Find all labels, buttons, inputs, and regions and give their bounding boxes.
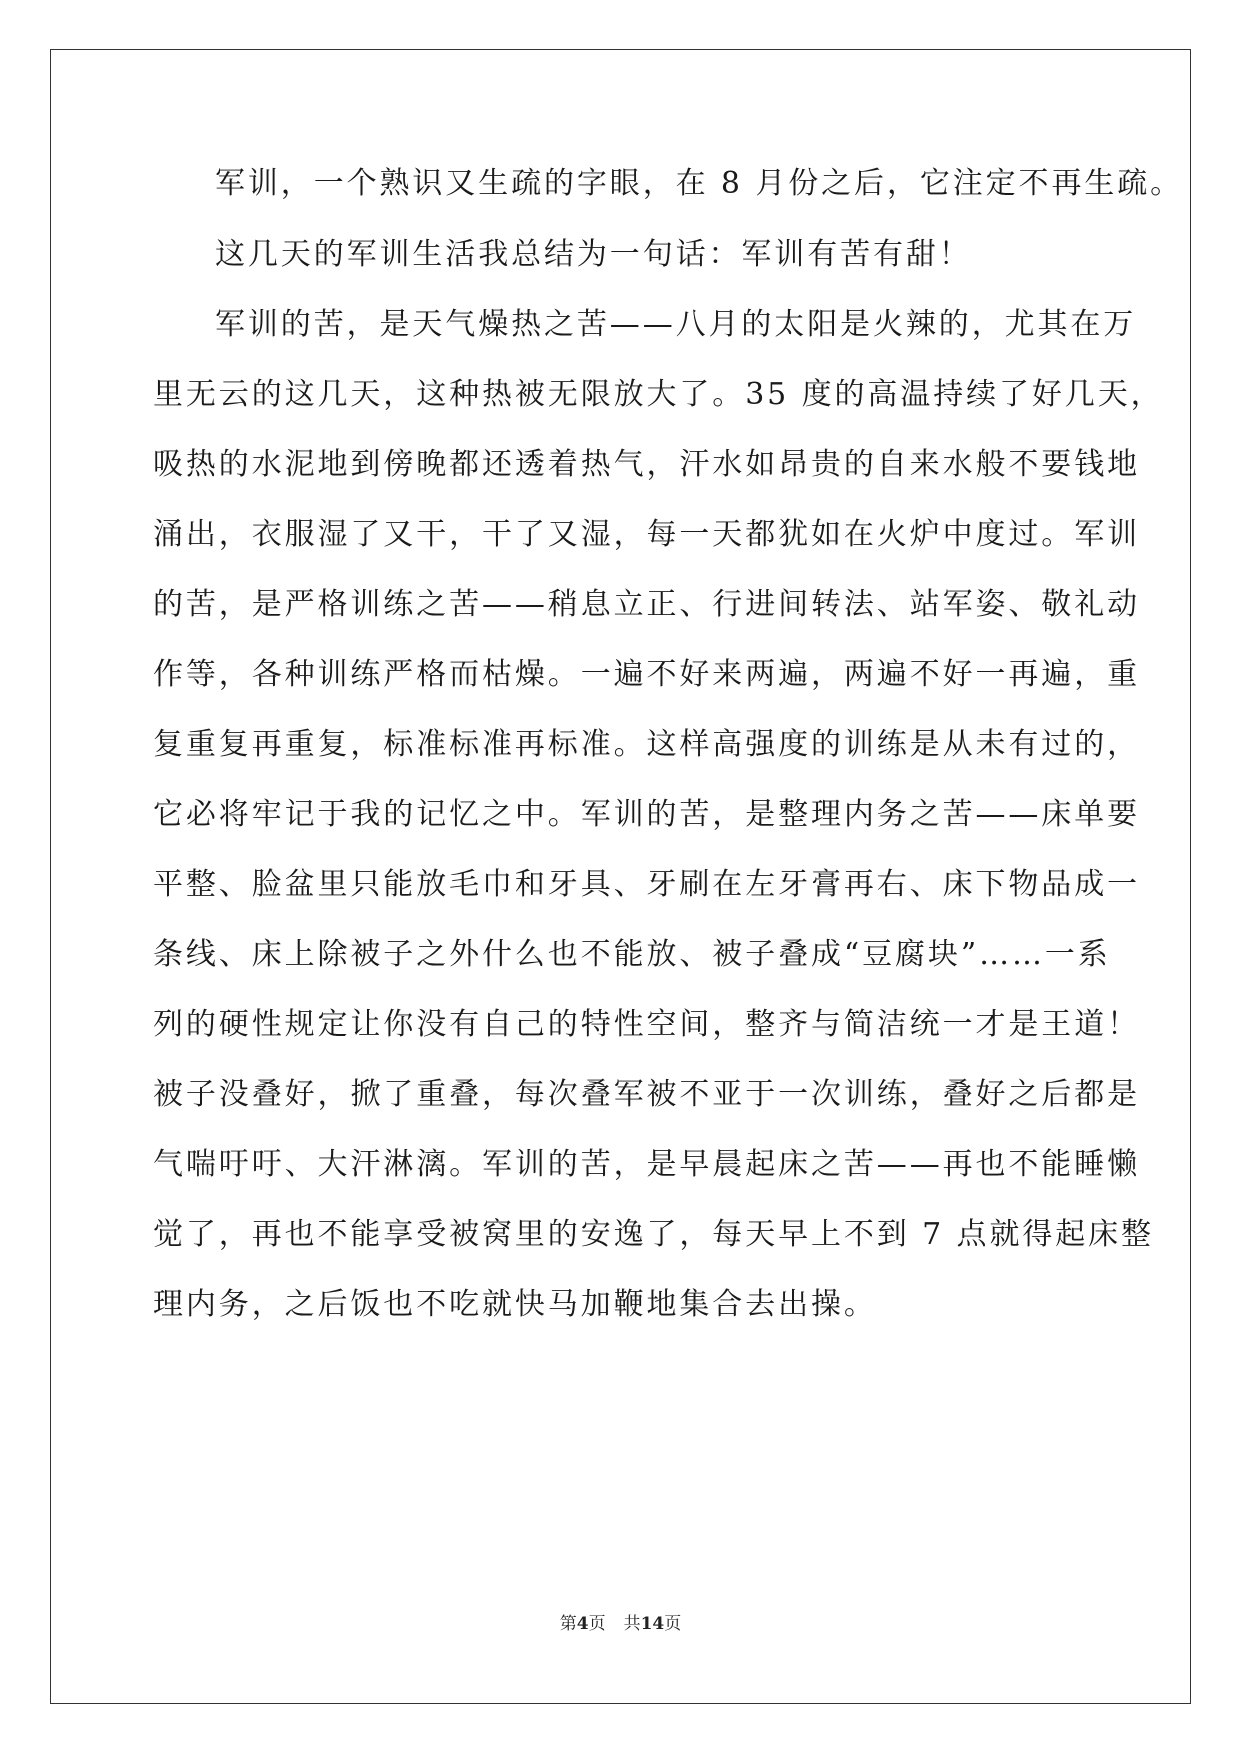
paragraph-3-line-14: 觉了，再也不能享受被窝里的安逸了，每天早上不到 7 点就得起床整 xyxy=(153,1217,1154,1252)
paragraph-3-line-1: 军训的苦，是天气燥热之苦——八月的太阳是火辣的，尤其在万 xyxy=(215,307,1137,342)
total-pages: 14 xyxy=(640,1614,665,1634)
paragraph-3-line-8: 它必将牢记于我的记忆之中。军训的苦，是整理内务之苦——床单要 xyxy=(153,797,1140,832)
paragraph-3-line-5: 的苦，是严格训练之苦——稍息立正、行进间转法、站军姿、敬礼动 xyxy=(153,587,1140,622)
page-footer xyxy=(0,1613,1241,1635)
page-number: 4 xyxy=(576,1614,589,1634)
total-prefix: 共 xyxy=(623,1614,641,1634)
paragraph-3-line-3: 吸热的水泥地到傍晚都还透着热气，汗水如昂贵的自来水般不要钱地 xyxy=(153,447,1140,482)
paragraph-2-line-1: 这几天的军训生活我总结为一句话：军训有苦有甜！ xyxy=(215,237,972,272)
paragraph-3-line-15: 理内务，之后饭也不吃就快马加鞭地集合去出操。 xyxy=(153,1287,877,1322)
total-suffix: 页 xyxy=(664,1614,682,1634)
paragraph-3-line-11: 列的硬性规定让你没有自己的特性空间，整齐与简洁统一才是王道！ xyxy=(153,1007,1140,1042)
page-prefix: 第 xyxy=(559,1614,577,1634)
paragraph-3-line-4: 涌出，衣服湿了又干，干了又湿，每一天都犹如在火炉中度过。军训 xyxy=(153,517,1140,552)
paragraph-1-line-1: 军训，一个熟识又生疏的字眼，在 8 月份之后，它注定不再生疏。 xyxy=(215,166,1184,201)
paragraph-3-line-7: 复重复再重复，标准标准再标准。这样高强度的训练是从未有过的， xyxy=(153,727,1140,762)
paragraph-3-line-12: 被子没叠好，掀了重叠，每次叠军被不亚于一次训练，叠好之后都是 xyxy=(153,1077,1140,1112)
paragraph-3-line-6: 作等，各种训练严格而枯燥。一遍不好来两遍，两遍不好一再遍，重 xyxy=(153,657,1140,692)
page-suffix: 页 xyxy=(588,1614,606,1634)
paragraph-3-line-13: 气喘吁吁、大汗淋漓。军训的苦，是早晨起床之苦——再也不能睡懒 xyxy=(153,1147,1140,1182)
paragraph-3-line-2: 里无云的这几天，这种热被无限放大了。35 度的高温持续了好几天， xyxy=(153,377,1164,412)
paragraph-3-line-10: 条线、床上除被子之外什么也不能放、被子叠成“豆腐块”……一系 xyxy=(153,937,1111,972)
paragraph-3-line-9: 平整、脸盆里只能放毛巾和牙具、牙刷在左牙膏再右、床下物品成一 xyxy=(153,867,1140,902)
